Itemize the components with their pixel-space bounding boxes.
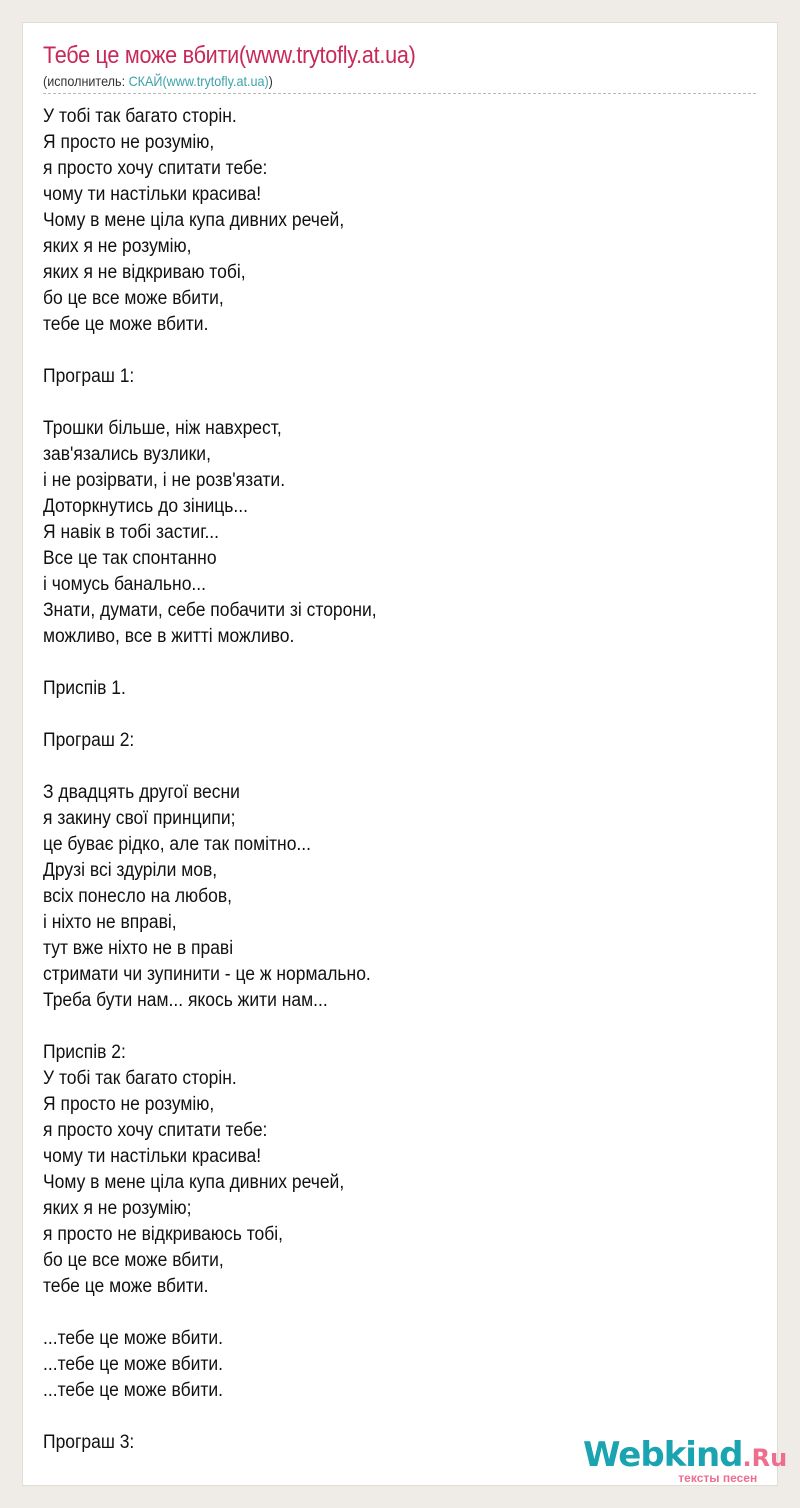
lyric-line: це буває рідко, але так помітно... xyxy=(43,834,312,855)
lyric-line: я просто хочу спитати тебе: xyxy=(43,158,268,179)
artist-line xyxy=(43,73,273,89)
lyric-line: я закину свої принципи; xyxy=(43,808,236,829)
lyric-line xyxy=(43,754,377,780)
logo-wordmark xyxy=(583,1435,788,1475)
lyric-line: чому ти настільки красива! xyxy=(43,1146,262,1167)
lyric-line: З двадцять другої весни xyxy=(43,782,240,803)
lyric-line: ...тебе це може вбити. xyxy=(43,1354,224,1375)
lyric-line: Знати, думати, себе побачити зі сторони, xyxy=(43,600,377,621)
lyric-line: Доторкнутись до зіниць... xyxy=(43,496,248,517)
artist-suffix: ) xyxy=(268,73,273,89)
lyric-line: Все це так спонтанно xyxy=(43,548,217,569)
divider xyxy=(43,93,756,94)
lyric-line: Друзі всі здуріли мов, xyxy=(43,860,218,881)
lyric-line: тут вже ніхто не в праві xyxy=(43,938,234,959)
lyric-line: тебе це може вбити. xyxy=(43,1276,209,1297)
lyric-line: Я просто не розумію, xyxy=(43,132,215,153)
lyric-line: У тобі так багато сторін. xyxy=(43,1068,237,1089)
lyric-line xyxy=(43,1404,377,1430)
lyric-line: Треба бути нам... якось жити нам... xyxy=(43,990,328,1011)
lyric-line xyxy=(43,338,377,364)
logo-tagline: тексты песен xyxy=(678,1471,758,1485)
webkind-logo[interactable] xyxy=(583,1435,788,1485)
artist-prefix: (исполнитель: xyxy=(43,73,129,89)
lyric-line: Я навік в тобі застиг... xyxy=(43,522,220,543)
lyric-line: я просто хочу спитати тебе: xyxy=(43,1120,268,1141)
lyric-line: тебе це може вбити. xyxy=(43,314,209,335)
lyric-line: і чомусь банально... xyxy=(43,574,206,595)
lyric-line: яких я не розумію; xyxy=(43,1198,192,1219)
lyric-line: Чому в мене ціла купа дивних речей, xyxy=(43,1172,345,1193)
lyric-line xyxy=(43,1014,377,1040)
lyric-line: Програш 2: xyxy=(43,730,135,751)
lyric-line: Я просто не розумію, xyxy=(43,1094,215,1115)
song-title: Тебе це може вбити(www.trytofly.at.ua) xyxy=(43,42,416,69)
artist-link[interactable]: СКАЙ(www.trytofly.at.ua) xyxy=(128,73,269,89)
lyric-line: ...тебе це може вбити. xyxy=(43,1328,224,1349)
lyric-line: чому ти настільки красива! xyxy=(43,184,262,205)
lyric-line: У тобі так багато сторін. xyxy=(43,106,237,127)
lyric-line xyxy=(43,1300,377,1326)
lyric-line: і не розірвати, і не розв'язати. xyxy=(43,470,286,491)
lyric-line: всіх понесло на любов, xyxy=(43,886,233,907)
lyric-line: зав'язались вузлики, xyxy=(43,444,211,465)
lyric-line: бо це все може вбити, xyxy=(43,1250,224,1271)
lyric-line: бо це все може вбити, xyxy=(43,288,224,309)
logo-name: Webkind xyxy=(583,1435,743,1475)
lyric-line: Чому в мене ціла купа дивних речей, xyxy=(43,210,345,231)
lyric-line: Приспів 1. xyxy=(43,678,126,699)
lyric-line: Програш 1: xyxy=(43,366,135,387)
lyric-line: Трошки більше, ніж навхрест, xyxy=(43,418,282,439)
lyric-line: я просто не відкриваюсь тобі, xyxy=(43,1224,284,1245)
lyric-line: Приспів 2: xyxy=(43,1042,126,1063)
lyric-line xyxy=(43,650,377,676)
lyric-line: стримати чи зупинити - це ж нормально. xyxy=(43,964,371,985)
lyric-line: яких я не розумію, xyxy=(43,236,192,257)
lyric-line xyxy=(43,702,377,728)
lyric-line xyxy=(43,390,377,416)
lyric-line: яких я не відкриваю тобі, xyxy=(43,262,246,283)
lyric-line: Програш 3: xyxy=(43,1432,135,1453)
lyrics xyxy=(43,104,377,1456)
lyric-line: ...тебе це може вбити. xyxy=(43,1380,224,1401)
logo-tld: .Ru xyxy=(742,1444,788,1472)
lyric-line: можливо, все в житті можливо. xyxy=(43,626,295,647)
lyric-line: і ніхто не вправі, xyxy=(43,912,177,933)
